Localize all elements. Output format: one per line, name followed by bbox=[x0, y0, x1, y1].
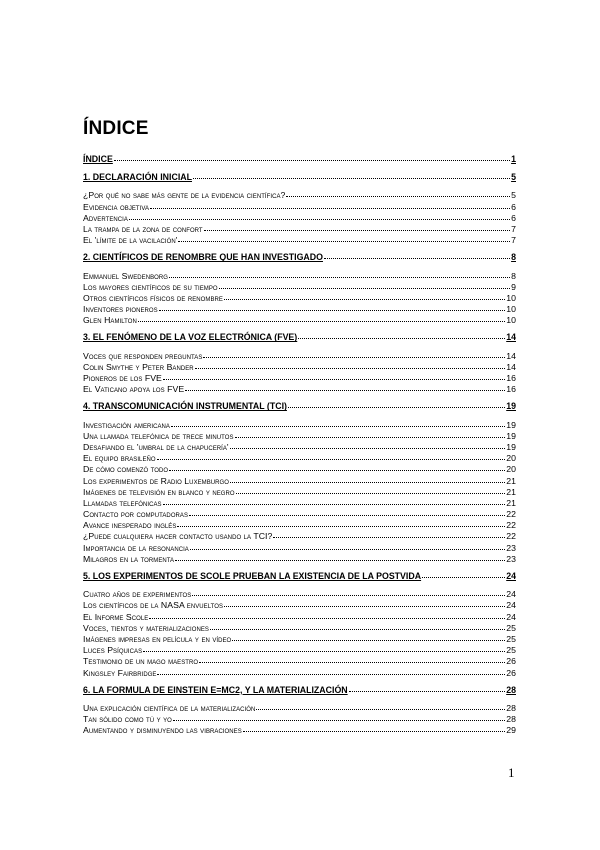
toc-entry-page: 22 bbox=[506, 531, 516, 542]
toc-chapter-entry[interactable] bbox=[83, 251, 516, 262]
dot-leader bbox=[150, 200, 510, 209]
dot-leader bbox=[235, 429, 506, 438]
dot-leader bbox=[178, 233, 510, 242]
dot-leader bbox=[143, 643, 505, 652]
toc-entry-title: Tan sólido como tú y yo bbox=[83, 714, 172, 725]
toc-entry-title: Milagros en la tormenta bbox=[83, 553, 175, 564]
toc-chapter-entry[interactable] bbox=[83, 171, 516, 182]
toc-entry-title: ÍNDICE bbox=[83, 154, 113, 164]
dot-leader bbox=[169, 462, 505, 471]
toc-entry-title: Una explicación científica de la materialización bbox=[83, 702, 256, 713]
dot-leader bbox=[219, 280, 511, 289]
dot-leader bbox=[138, 313, 505, 322]
toc-entry-page: 8 bbox=[511, 270, 516, 281]
dot-leader bbox=[230, 474, 505, 483]
toc-entry-page: 26 bbox=[506, 656, 516, 667]
toc-entry-page: 22 bbox=[506, 520, 516, 531]
dot-leader bbox=[349, 683, 506, 692]
toc-entry-page: 29 bbox=[506, 725, 516, 736]
toc-entry-page: 19 bbox=[506, 401, 516, 412]
page-number: 1 bbox=[508, 765, 515, 780]
toc-entry-title: Los científicos de la NASA envueltos bbox=[83, 600, 224, 611]
toc-entry-title: 2. CIENTÍFICOS DE RENOMBRE QUE HAN INVESTIGADO bbox=[83, 252, 323, 263]
toc-section-entry[interactable] bbox=[83, 667, 516, 678]
toc-entry-title: Testimonio de un mago maestro bbox=[83, 656, 199, 667]
dot-leader bbox=[173, 712, 505, 721]
toc-entry-title: Una llamada telefónica de trece minutos bbox=[83, 430, 234, 441]
toc-entry-page: 28 bbox=[506, 702, 516, 713]
dot-leader bbox=[169, 269, 510, 278]
dot-leader bbox=[422, 569, 505, 578]
toc-entry-page: 1 bbox=[511, 154, 516, 164]
toc-entry-page: 14 bbox=[506, 350, 516, 361]
toc-entry-title: 1. DECLARACIÓN INICIAL bbox=[83, 172, 192, 183]
dot-leader bbox=[236, 485, 506, 494]
toc-entry-title: Aumentando y disminuyendo las vibraciones bbox=[83, 725, 242, 736]
toc-entry-title: Los experimentos de Radio Luxemburgo bbox=[83, 475, 229, 486]
toc-section-entry[interactable] bbox=[83, 724, 516, 735]
dot-leader bbox=[163, 371, 505, 380]
toc-entry-title: Cuatro años de experimentos bbox=[83, 589, 192, 600]
toc-chapter-entry[interactable] bbox=[83, 684, 516, 695]
dot-leader bbox=[199, 654, 505, 663]
toc-section-entry[interactable] bbox=[83, 234, 516, 245]
toc-entry-title: 6. LA FORMULA DE EINSTEIN E=MC2, Y LA MATERIALIZACIÓN bbox=[83, 684, 348, 695]
toc-entry-page: 24 bbox=[506, 600, 516, 611]
toc-entry-page: 5 bbox=[511, 190, 516, 201]
toc-entry-page: 5 bbox=[511, 172, 516, 183]
toc-section-entry[interactable] bbox=[83, 314, 516, 325]
toc-entry-page: 16 bbox=[506, 384, 516, 395]
toc-entry-title: ¿Puede cualquiera hacer contacto usando la TCI? bbox=[83, 531, 273, 542]
toc-entry-page: 6 bbox=[511, 212, 516, 223]
toc-entry-page: 19 bbox=[506, 441, 516, 452]
toc-entry-title: Importancia de la resonancia bbox=[83, 542, 189, 553]
toc-entry-page: 19 bbox=[506, 419, 516, 430]
toc-entry-page: 6 bbox=[511, 201, 516, 212]
dot-leader bbox=[190, 541, 505, 550]
toc-entry-page: 25 bbox=[506, 622, 516, 633]
dot-leader bbox=[298, 330, 505, 339]
toc-entry-page: 25 bbox=[506, 645, 516, 656]
toc-entry-page: 10 bbox=[506, 304, 516, 315]
toc-section-entry[interactable] bbox=[83, 383, 516, 394]
toc-entry-title: Los mayores científicos de su tiempo bbox=[83, 281, 218, 292]
toc-entry-title: La trampa de la zona de confort bbox=[83, 223, 203, 234]
dot-leader bbox=[232, 632, 505, 641]
toc-entry-page: 7 bbox=[511, 223, 516, 234]
dot-leader bbox=[324, 250, 510, 259]
toc-entry-page: 26 bbox=[506, 667, 516, 678]
dot-leader bbox=[185, 382, 505, 391]
toc-entry-title: 5. LOS EXPERIMENTOS DE SCOLE PRUEBAN LA EXISTENCIA DE LA POSTVIDA bbox=[83, 571, 422, 581]
toc-entry-page: 14 bbox=[506, 332, 516, 343]
dot-leader bbox=[243, 723, 505, 732]
toc-section-entry[interactable] bbox=[83, 553, 516, 564]
dot-leader bbox=[230, 440, 506, 449]
dot-leader bbox=[114, 152, 510, 161]
dot-leader bbox=[163, 496, 506, 505]
toc-entry-page: 10 bbox=[506, 315, 516, 326]
toc-chapter-entry[interactable] bbox=[83, 400, 516, 411]
dot-leader bbox=[159, 302, 506, 311]
toc-chapter-entry[interactable] bbox=[83, 331, 516, 342]
toc-entry-page: 21 bbox=[506, 497, 516, 508]
toc-entry-title: Investigación americana bbox=[83, 419, 170, 430]
dot-leader bbox=[189, 507, 505, 516]
toc-entry-title: El 'límite de la vacilación' bbox=[83, 235, 178, 246]
dot-leader bbox=[256, 701, 505, 710]
toc-entry-title: Desafiando el 'umbral de la chapucería' bbox=[83, 441, 229, 452]
toc-entry-page: 19 bbox=[506, 430, 516, 441]
toc-entry-page: 24 bbox=[506, 611, 516, 622]
toc-entry-page: 8 bbox=[511, 252, 516, 263]
toc-entry-title: Emmanuel Swedenborg bbox=[83, 270, 168, 281]
toc-entry-title: Llamadas telefónicas bbox=[83, 497, 162, 508]
toc-entry-title: Otros científicos físicos de renombre bbox=[83, 292, 223, 303]
toc-entry-title: Voces que responden preguntas bbox=[83, 350, 203, 361]
toc-entry-page: 16 bbox=[506, 373, 516, 383]
toc-chapter-entry[interactable] bbox=[83, 570, 516, 581]
toc-entry-page: 28 bbox=[506, 714, 516, 725]
dot-leader bbox=[204, 222, 510, 231]
toc-entry-title: Avance inesperado inglés bbox=[83, 520, 177, 531]
toc-entry-title: 4. TRANSCOMUNICACIÓN INSTRUMENTAL (TCI) bbox=[83, 401, 287, 412]
dot-leader bbox=[193, 170, 510, 179]
page-title: ÍNDICE bbox=[83, 118, 149, 139]
dot-leader bbox=[286, 188, 510, 197]
dot-leader bbox=[210, 621, 505, 630]
toc-entry-page: 9 bbox=[511, 281, 516, 292]
toc-entry-title: Advertencia bbox=[83, 212, 128, 223]
dot-leader bbox=[149, 610, 505, 619]
toc-entry-page: 7 bbox=[511, 235, 516, 246]
dot-leader bbox=[177, 518, 505, 527]
toc-entry-title: Colin Smythe y Peter Bander bbox=[83, 361, 194, 372]
dot-leader bbox=[224, 291, 505, 300]
dot-leader bbox=[288, 399, 505, 408]
dot-leader bbox=[192, 587, 505, 596]
toc-entry-title: Inventores pioneros bbox=[83, 304, 158, 315]
toc-entry-page: 23 bbox=[506, 542, 516, 553]
toc-entry-title: Voces, tientos y materializaciones bbox=[83, 622, 209, 633]
toc-entry-title: De cómo comenzó todo bbox=[83, 464, 169, 475]
toc-entry-page: 14 bbox=[506, 361, 516, 372]
toc-entry-page: 20 bbox=[506, 464, 516, 475]
toc-entry-title: Kingsley Fairbridge bbox=[83, 667, 157, 678]
toc-entry-title: Evidencia objetiva bbox=[83, 201, 150, 212]
table-of-contents bbox=[83, 153, 516, 735]
toc-entry-page: 23 bbox=[506, 553, 516, 564]
dot-leader bbox=[129, 211, 510, 220]
toc-entry-title: ¿Por qué no sabe más gente de la evidencia científica? bbox=[83, 190, 286, 201]
toc-entry-title: Imágenes de televisión en blanco y negro bbox=[83, 486, 235, 497]
toc-chapter-entry[interactable] bbox=[83, 153, 516, 164]
toc-entry-page: 10 bbox=[506, 292, 516, 303]
dot-leader bbox=[203, 349, 505, 358]
dot-leader bbox=[273, 529, 505, 538]
toc-entry-title: El Informe Scole bbox=[83, 611, 149, 622]
dot-leader bbox=[171, 418, 505, 427]
toc-entry-page: 25 bbox=[506, 633, 516, 644]
toc-entry-page: 20 bbox=[506, 453, 516, 464]
dot-leader bbox=[224, 598, 505, 607]
toc-entry-title: El Vaticano apoya los FVE bbox=[83, 384, 185, 395]
toc-entry-page: 21 bbox=[506, 475, 516, 486]
dot-leader bbox=[157, 451, 506, 460]
toc-entry-title: Luces Psíquicas bbox=[83, 645, 143, 656]
toc-entry-title: El equipo brasileño bbox=[83, 453, 156, 464]
toc-entry-title: 3. EL FENÓMENO DE LA VOZ ELECTRÓNICA (FVE) bbox=[83, 332, 298, 343]
toc-entry-title: Imágenes impresas en película y en vídeo bbox=[83, 633, 232, 644]
toc-entry-page: 24 bbox=[506, 589, 516, 600]
toc-entry-title: Pioneros de los FVE bbox=[83, 373, 162, 383]
toc-entry-title: Contacto por computadoras bbox=[83, 509, 189, 520]
toc-entry-page: 22 bbox=[506, 509, 516, 520]
toc-entry-page: 24 bbox=[506, 571, 516, 581]
toc-entry-title: Glen Hamilton bbox=[83, 315, 137, 326]
dot-leader bbox=[157, 666, 505, 675]
toc-entry-page: 21 bbox=[506, 486, 516, 497]
dot-leader bbox=[195, 360, 506, 369]
toc-entry-page: 28 bbox=[506, 684, 516, 695]
dot-leader bbox=[175, 552, 505, 561]
